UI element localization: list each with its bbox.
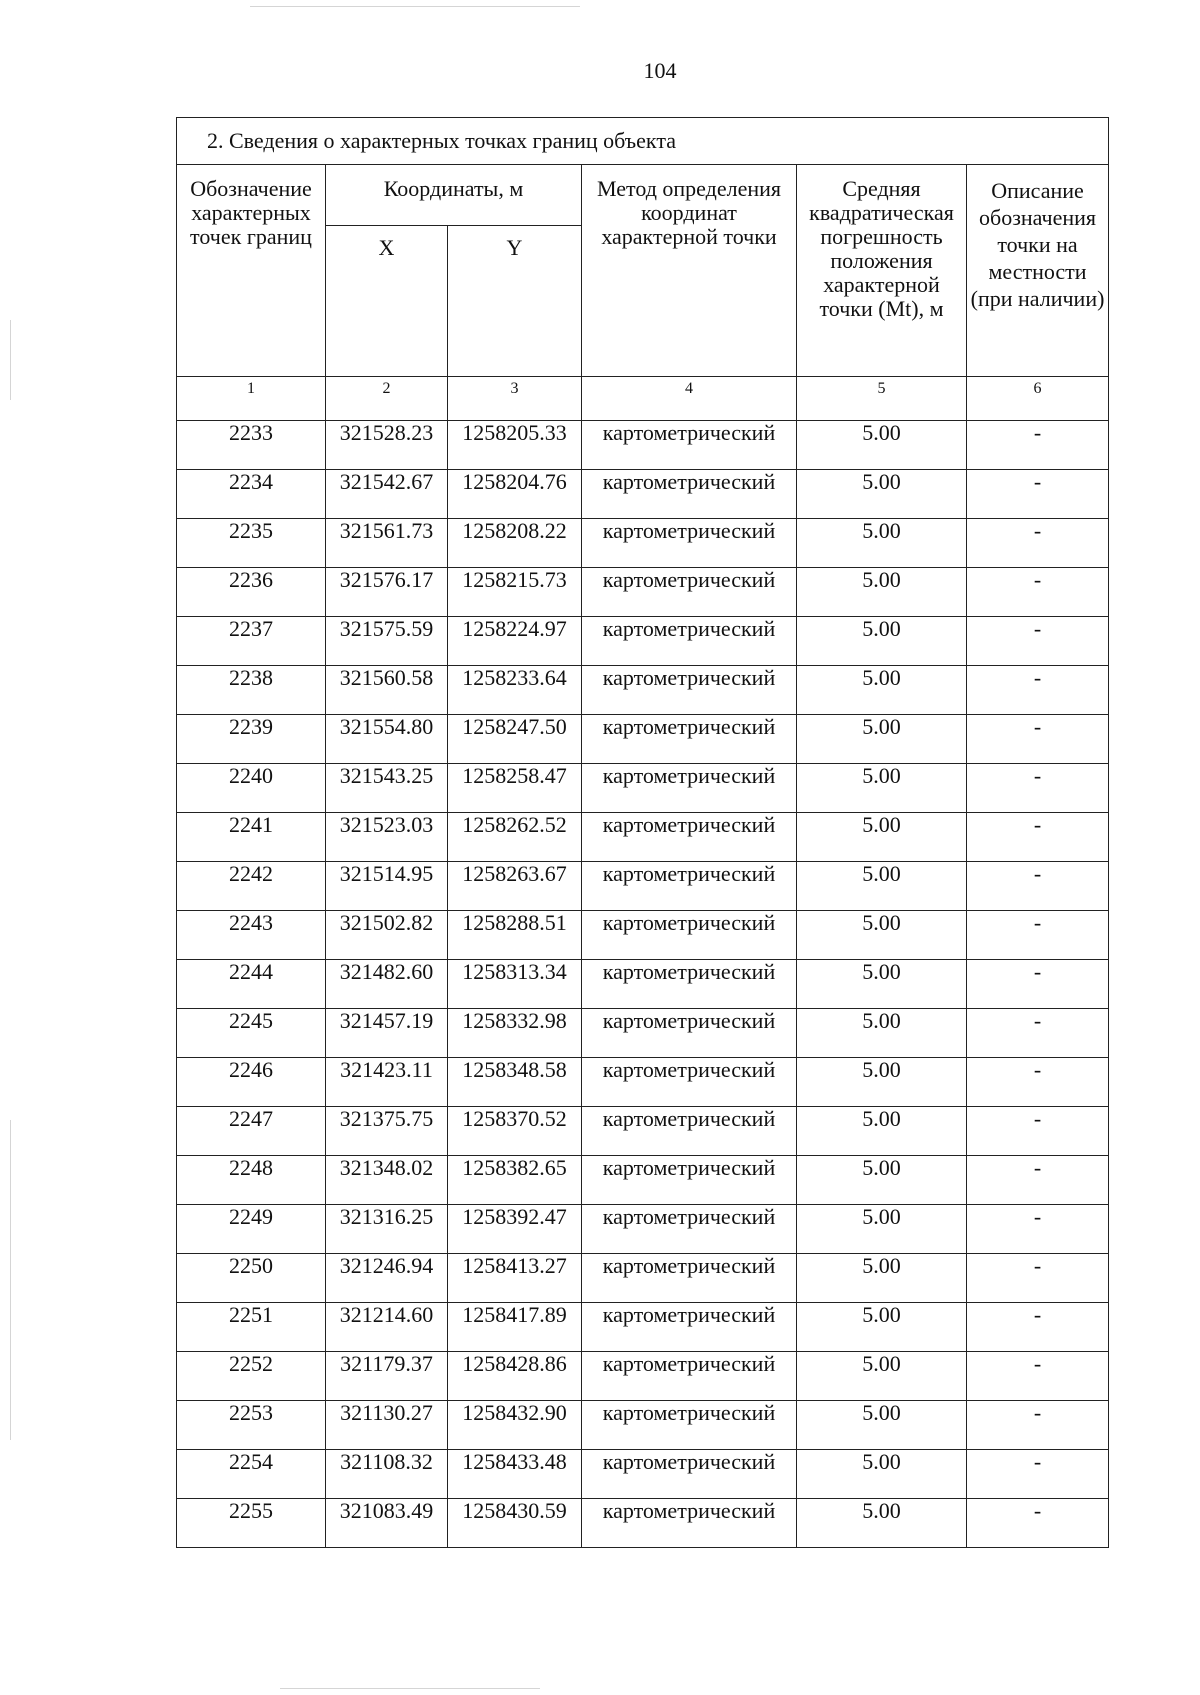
cell-method: картометрический — [582, 862, 797, 911]
cell-y: 1258233.64 — [448, 666, 582, 715]
cell-description: - — [967, 1205, 1109, 1254]
cell-y: 1258224.97 — [448, 617, 582, 666]
cell-y: 1258370.52 — [448, 1107, 582, 1156]
cell-accuracy: 5.00 — [797, 1107, 967, 1156]
cell-x: 321348.02 — [326, 1156, 448, 1205]
cell-method: картометрический — [582, 666, 797, 715]
cell-point-id: 2253 — [177, 1401, 326, 1450]
cell-accuracy: 5.00 — [797, 1499, 967, 1548]
table-row — [177, 519, 1109, 568]
column-number: 3 — [448, 377, 582, 421]
cell-point-id: 2239 — [177, 715, 326, 764]
cell-point-id: 2254 — [177, 1450, 326, 1499]
cell-x: 321246.94 — [326, 1254, 448, 1303]
cell-method: картометрический — [582, 1009, 797, 1058]
header-accuracy: Средняя квадратическая погрешность положения характерной точки (Mt), м — [797, 165, 967, 377]
cell-accuracy: 5.00 — [797, 1401, 967, 1450]
cell-method: картометрический — [582, 470, 797, 519]
cell-method: картометрический — [582, 960, 797, 1009]
table-row — [177, 1499, 1109, 1548]
cell-accuracy: 5.00 — [797, 1303, 967, 1352]
cell-accuracy: 5.00 — [797, 1058, 967, 1107]
cell-method: картометрический — [582, 519, 797, 568]
table-row — [177, 1058, 1109, 1107]
scan-artifact-top — [250, 6, 580, 7]
cell-x: 321554.80 — [326, 715, 448, 764]
table-row — [177, 1205, 1109, 1254]
table-row — [177, 1254, 1109, 1303]
cell-method: картометрический — [582, 1254, 797, 1303]
table-row — [177, 666, 1109, 715]
cell-y: 1258263.67 — [448, 862, 582, 911]
cell-accuracy: 5.00 — [797, 1352, 967, 1401]
cell-accuracy: 5.00 — [797, 666, 967, 715]
cell-x: 321523.03 — [326, 813, 448, 862]
cell-point-id: 2234 — [177, 470, 326, 519]
cell-point-id: 2250 — [177, 1254, 326, 1303]
cell-y: 1258432.90 — [448, 1401, 582, 1450]
cell-description: - — [967, 1156, 1109, 1205]
cell-method: картометрический — [582, 1450, 797, 1499]
cell-y: 1258433.48 — [448, 1450, 582, 1499]
cell-description: - — [967, 617, 1109, 666]
cell-accuracy: 5.00 — [797, 911, 967, 960]
cell-accuracy: 5.00 — [797, 862, 967, 911]
header-coordinates: Координаты, м — [326, 165, 582, 226]
table-row — [177, 764, 1109, 813]
table-row — [177, 1009, 1109, 1058]
boundary-points-table — [176, 117, 1109, 1548]
cell-accuracy: 5.00 — [797, 1254, 967, 1303]
cell-y: 1258382.65 — [448, 1156, 582, 1205]
cell-accuracy: 5.00 — [797, 764, 967, 813]
cell-method: картометрический — [582, 715, 797, 764]
cell-x: 321130.27 — [326, 1401, 448, 1450]
cell-y: 1258348.58 — [448, 1058, 582, 1107]
cell-method: картометрический — [582, 1499, 797, 1548]
header-y: Y — [448, 226, 582, 377]
cell-y: 1258413.27 — [448, 1254, 582, 1303]
table-row — [177, 1303, 1109, 1352]
cell-description: - — [967, 1450, 1109, 1499]
column-number: 2 — [326, 377, 448, 421]
cell-description: - — [967, 862, 1109, 911]
cell-description: - — [967, 421, 1109, 470]
cell-point-id: 2255 — [177, 1499, 326, 1548]
cell-x: 321575.59 — [326, 617, 448, 666]
cell-description: - — [967, 960, 1109, 1009]
scan-artifact-bottom — [280, 1688, 540, 1689]
cell-x: 321108.32 — [326, 1450, 448, 1499]
cell-x: 321179.37 — [326, 1352, 448, 1401]
cell-description: - — [967, 1499, 1109, 1548]
cell-x: 321514.95 — [326, 862, 448, 911]
page-number: 104 — [643, 58, 677, 83]
cell-y: 1258332.98 — [448, 1009, 582, 1058]
cell-accuracy: 5.00 — [797, 813, 967, 862]
table-row — [177, 911, 1109, 960]
header-description: Описание обозначения точки на местности (при наличии) — [967, 165, 1109, 377]
section-title: 2. Сведения о характерных точках границ объекта — [177, 118, 1109, 165]
cell-x: 321528.23 — [326, 421, 448, 470]
cell-x: 321561.73 — [326, 519, 448, 568]
cell-y: 1258247.50 — [448, 715, 582, 764]
cell-point-id: 2251 — [177, 1303, 326, 1352]
cell-x: 321502.82 — [326, 911, 448, 960]
cell-point-id: 2252 — [177, 1352, 326, 1401]
cell-description: - — [967, 1254, 1109, 1303]
cell-description: - — [967, 1401, 1109, 1450]
cell-y: 1258204.76 — [448, 470, 582, 519]
cell-x: 321316.25 — [326, 1205, 448, 1254]
cell-y: 1258430.59 — [448, 1499, 582, 1548]
cell-point-id: 2244 — [177, 960, 326, 1009]
cell-x: 321423.11 — [326, 1058, 448, 1107]
cell-method: картометрический — [582, 568, 797, 617]
cell-description: - — [967, 1009, 1109, 1058]
cell-description: - — [967, 764, 1109, 813]
cell-method: картометрический — [582, 1352, 797, 1401]
cell-description: - — [967, 715, 1109, 764]
cell-y: 1258417.89 — [448, 1303, 582, 1352]
cell-method: картометрический — [582, 1156, 797, 1205]
cell-y: 1258208.22 — [448, 519, 582, 568]
cell-accuracy: 5.00 — [797, 715, 967, 764]
cell-y: 1258215.73 — [448, 568, 582, 617]
cell-accuracy: 5.00 — [797, 568, 967, 617]
cell-point-id: 2233 — [177, 421, 326, 470]
column-number: 4 — [582, 377, 797, 421]
cell-description: - — [967, 1303, 1109, 1352]
cell-point-id: 2237 — [177, 617, 326, 666]
cell-x: 321543.25 — [326, 764, 448, 813]
table-row — [177, 862, 1109, 911]
cell-accuracy: 5.00 — [797, 960, 967, 1009]
cell-description: - — [967, 568, 1109, 617]
cell-x: 321083.49 — [326, 1499, 448, 1548]
cell-x: 321457.19 — [326, 1009, 448, 1058]
cell-description: - — [967, 519, 1109, 568]
cell-method: картометрический — [582, 764, 797, 813]
table-body — [177, 421, 1109, 1548]
cell-accuracy: 5.00 — [797, 1009, 967, 1058]
column-number: 5 — [797, 377, 967, 421]
cell-x: 321542.67 — [326, 470, 448, 519]
cell-accuracy: 5.00 — [797, 421, 967, 470]
cell-x: 321375.75 — [326, 1107, 448, 1156]
cell-point-id: 2240 — [177, 764, 326, 813]
cell-accuracy: 5.00 — [797, 470, 967, 519]
cell-description: - — [967, 666, 1109, 715]
cell-point-id: 2236 — [177, 568, 326, 617]
cell-point-id: 2243 — [177, 911, 326, 960]
cell-point-id: 2242 — [177, 862, 326, 911]
cell-y: 1258313.34 — [448, 960, 582, 1009]
cell-method: картометрический — [582, 911, 797, 960]
header-x: X — [326, 226, 448, 377]
cell-method: картометрический — [582, 1107, 797, 1156]
cell-y: 1258392.47 — [448, 1205, 582, 1254]
table-row — [177, 1107, 1109, 1156]
cell-y: 1258205.33 — [448, 421, 582, 470]
cell-point-id: 2238 — [177, 666, 326, 715]
cell-method: картометрический — [582, 1303, 797, 1352]
cell-x: 321560.58 — [326, 666, 448, 715]
table-row — [177, 1450, 1109, 1499]
cell-y: 1258288.51 — [448, 911, 582, 960]
table-row — [177, 617, 1109, 666]
cell-method: картометрический — [582, 813, 797, 862]
cell-point-id: 2241 — [177, 813, 326, 862]
table-row — [177, 421, 1109, 470]
cell-method: картометрический — [582, 421, 797, 470]
cell-description: - — [967, 1352, 1109, 1401]
table-row — [177, 813, 1109, 862]
scan-artifact-left-1 — [10, 320, 11, 400]
cell-point-id: 2235 — [177, 519, 326, 568]
cell-method: картометрический — [582, 617, 797, 666]
table-row — [177, 1156, 1109, 1205]
cell-description: - — [967, 1058, 1109, 1107]
cell-description: - — [967, 470, 1109, 519]
cell-accuracy: 5.00 — [797, 1450, 967, 1499]
cell-x: 321482.60 — [326, 960, 448, 1009]
cell-method: картометрический — [582, 1401, 797, 1450]
table-row — [177, 568, 1109, 617]
cell-description: - — [967, 813, 1109, 862]
cell-point-id: 2248 — [177, 1156, 326, 1205]
cell-y: 1258428.86 — [448, 1352, 582, 1401]
cell-y: 1258258.47 — [448, 764, 582, 813]
table-row — [177, 960, 1109, 1009]
cell-x: 321576.17 — [326, 568, 448, 617]
scan-artifact-left-2 — [10, 1120, 11, 1440]
table-row — [177, 1401, 1109, 1450]
cell-method: картометрический — [582, 1058, 797, 1107]
table-row — [177, 715, 1109, 764]
cell-x: 321214.60 — [326, 1303, 448, 1352]
cell-point-id: 2245 — [177, 1009, 326, 1058]
cell-description: - — [967, 1107, 1109, 1156]
cell-accuracy: 5.00 — [797, 617, 967, 666]
table-row — [177, 1352, 1109, 1401]
cell-point-id: 2246 — [177, 1058, 326, 1107]
cell-accuracy: 5.00 — [797, 1156, 967, 1205]
header-method: Метод определения координат характерной точки — [582, 165, 797, 377]
cell-accuracy: 5.00 — [797, 519, 967, 568]
table-row — [177, 470, 1109, 519]
column-number: 1 — [177, 377, 326, 421]
cell-method: картометрический — [582, 1205, 797, 1254]
header-point-designation: Обозначение характерных точек границ — [177, 165, 326, 377]
cell-y: 1258262.52 — [448, 813, 582, 862]
cell-point-id: 2247 — [177, 1107, 326, 1156]
column-number: 6 — [967, 377, 1109, 421]
cell-point-id: 2249 — [177, 1205, 326, 1254]
cell-accuracy: 5.00 — [797, 1205, 967, 1254]
cell-description: - — [967, 911, 1109, 960]
